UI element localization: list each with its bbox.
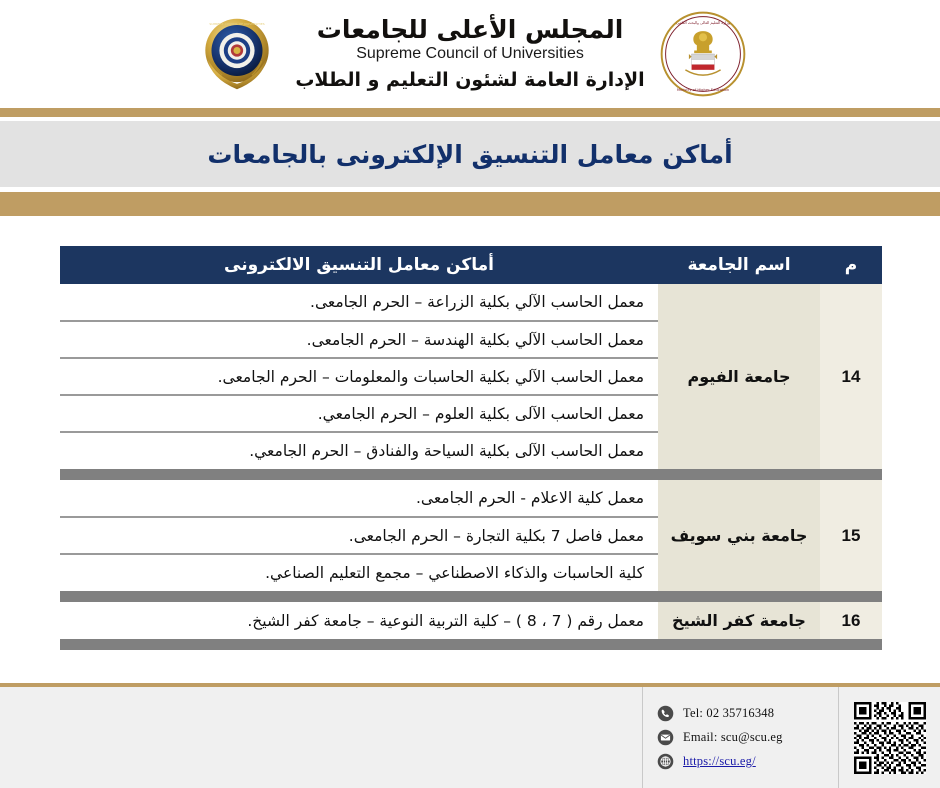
table-row — [60, 284, 882, 321]
cell-university-name: جامعة الفيوم — [658, 284, 820, 469]
cell-lab-location: معمل الحاسب الآلي بكلية الزراعة – الحرم الجامعى. — [60, 284, 658, 321]
cell-row-number: 14 — [820, 284, 882, 469]
contact-row-email — [657, 729, 838, 746]
labs-table — [60, 246, 882, 650]
group-separator — [60, 591, 882, 602]
group-separator-bar — [60, 591, 882, 602]
qr-code-icon[interactable] — [854, 702, 926, 774]
envelope-icon — [657, 729, 674, 746]
masthead-titles — [295, 16, 644, 91]
cell-lab-location: معمل الحاسب الآلي بكلية الحاسبات والمعلومات – الحرم الجامعى. — [60, 358, 658, 395]
cell-lab-location: معمل فاصل 7 بكلية التجارة – الحرم الجامعى. — [60, 517, 658, 554]
group-separator-bar — [60, 639, 882, 650]
gold-divider-bottom — [0, 192, 940, 216]
cell-row-number: 16 — [820, 602, 882, 639]
gold-divider-top — [0, 108, 940, 117]
svg-text:SUPREME COUNCIL OF UNIVERSITIE: SUPREME COUNCIL OF UNIVERSITIES — [209, 21, 265, 26]
org-name-arabic: المجلس الأعلى للجامعات — [316, 15, 624, 45]
svg-text:Ministry of Higher Education: Ministry of Higher Education — [676, 87, 729, 92]
cell-lab-location: معمل الحاسب الآلى بكلية العلوم – الحرم الجامعي. — [60, 395, 658, 432]
department-name-arabic: الإدارة العامة لشئون التعليم و الطلاب — [295, 69, 645, 92]
table-header — [60, 246, 882, 284]
column-header-university: اسم الجامعة — [658, 246, 820, 284]
website-link-text[interactable]: https://scu.eg/ — [683, 754, 756, 768]
tel-text: Tel: 02 35716348 — [683, 706, 775, 720]
cell-lab-location: معمل رقم ( 7 ، 8 ) – كلية التربية النوعية – جامعة كفر الشيخ. — [60, 602, 658, 639]
column-header-locations: أماكن معامل التنسيق الالكترونى — [60, 246, 658, 284]
group-separator — [60, 469, 882, 480]
cell-row-number: 15 — [820, 480, 882, 591]
cell-university-name: جامعة بني سويف — [658, 480, 820, 591]
qr-code-block[interactable] — [838, 687, 940, 788]
svg-text:وزارة التعليم العالى والبحث ال: وزارة التعليم العالى والبحث العلمى — [675, 21, 730, 26]
group-separator-bar — [60, 469, 882, 480]
phone-icon — [657, 705, 674, 722]
globe-icon — [657, 753, 674, 770]
cell-lab-location: معمل الحاسب الآلى بكلية السياحة والفنادق – الحرم الجامعي. — [60, 432, 658, 469]
page-title-band — [0, 121, 940, 187]
footer-inner — [642, 687, 940, 788]
contact-row-website[interactable] — [657, 753, 838, 770]
contact-info-block — [642, 687, 838, 788]
cell-lab-location: معمل كلية الاعلام - الحرم الجامعى. — [60, 480, 658, 517]
labs-table-wrapper — [60, 246, 882, 650]
column-header-number: م — [820, 246, 882, 284]
contact-row-tel — [657, 705, 838, 722]
footer — [0, 683, 940, 788]
table-row — [60, 602, 882, 639]
table-header-row — [60, 246, 882, 284]
cell-university-name: جامعة كفر الشيخ — [658, 602, 820, 639]
table-body — [60, 284, 882, 650]
cell-lab-location: كلية الحاسبات والذكاء الاصطناعي – مجمع التعليم الصناعي. — [60, 554, 658, 591]
page-title: أماكن معامل التنسيق الإلكترونى بالجامعات — [207, 139, 733, 169]
org-name-english: Supreme Council of Universities — [356, 45, 584, 63]
email-text: Email: scu@scu.eg — [683, 730, 783, 744]
supreme-council-of-universities-seal-icon — [193, 10, 281, 98]
table-row — [60, 480, 882, 517]
group-separator — [60, 639, 882, 650]
masthead — [0, 0, 940, 108]
cell-lab-location: معمل الحاسب الآلي بكلية الهندسة – الحرم الجامعى. — [60, 321, 658, 358]
ministry-of-higher-education-seal-icon — [659, 10, 747, 98]
